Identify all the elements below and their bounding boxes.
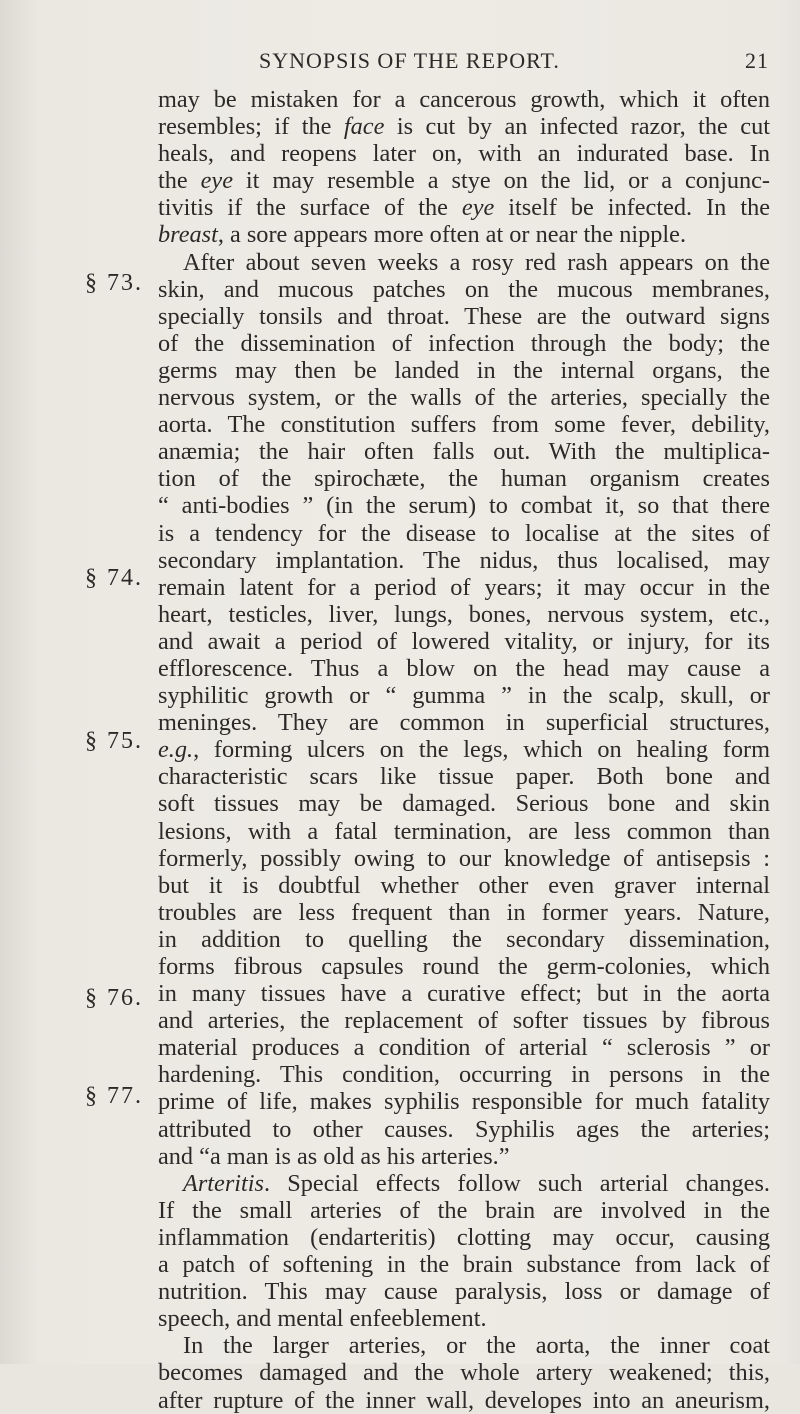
text-line: the eye it may resemble a stye on the lid, or a conjunc-: [158, 167, 770, 195]
text-line: forms fibrous capsules round the germ-colonies, which: [158, 953, 770, 980]
text-line: nervous system, or the walls of the arteries, specially the: [158, 384, 770, 412]
text-line: germs may then be landed in the internal organs, the: [158, 356, 770, 384]
section-markers: [0, 0, 143, 1364]
text-line: and await a period of lowered vitality, or injury, for its: [158, 627, 770, 655]
text-line: speech, and mental enfeeblement.: [158, 1305, 487, 1333]
body-text: [158, 86, 770, 1414]
text-line: and arteries, the replacement of softer tissues by fibrous: [158, 1007, 770, 1035]
text-line: but it is doubtful whether other even graver internal: [158, 871, 770, 899]
text-line: anæmia; the hair often falls out. With the multiplica-: [158, 438, 770, 466]
text-line: In the larger arteries, or the aorta, the inner coat: [183, 1332, 770, 1360]
text-line: and “a man is as old as his arteries.”: [158, 1142, 510, 1170]
text-line: aorta. The constitution suffers from some fever, debility,: [158, 411, 770, 439]
text-line: Arteritis. Special effects follow such arterial changes.: [183, 1169, 770, 1197]
text-line: after rupture of the inner wall, developes into an aneurism,: [158, 1386, 770, 1414]
section-marker-77: § 77.: [85, 1083, 143, 1109]
text-line: becomes damaged and the whole artery weakened; this,: [158, 1359, 770, 1387]
text-line: breast, a sore appears more often at or near the nipple.: [158, 221, 687, 249]
text-line: a patch of softening in the brain substance from lack of: [158, 1251, 770, 1279]
section-marker-74: § 74.: [85, 565, 143, 591]
text-line: tion of the spirochæte, the human organism creates: [158, 465, 770, 493]
text-line: soft tissues may be damaged. Serious bone and skin: [158, 790, 770, 818]
text-line: “ anti-bodies ” (in the serum) to combat it, so that there: [158, 492, 770, 520]
text-line: may be mistaken for a cancerous growth, which it often: [158, 86, 770, 113]
text-line: of the dissemination of infection through the body; the: [158, 329, 770, 357]
text-line: lesions, with a fatal termination, are less common than: [158, 817, 770, 845]
text-line: heals, and reopens later on, with an indurated base. In: [158, 140, 770, 168]
text-line: skin, and mucous patches on the mucous membranes,: [158, 275, 770, 303]
text-line: e.g., forming ulcers on the legs, which on healing form: [158, 736, 770, 764]
text-line: attributed to other causes. Syphilis ages the arteries;: [158, 1115, 770, 1143]
text-line: remain latent for a period of years; it may occur in the: [158, 573, 770, 601]
running-header: [259, 48, 769, 78]
text-line: material produces a condition of arterial “ sclerosis ” or: [158, 1034, 770, 1062]
text-line: formerly, possibly owing to our knowledge of antisepsis :: [158, 844, 770, 872]
text-line: If the small arteries of the brain are involved in the: [158, 1196, 770, 1224]
text-line: troubles are less frequent than in former years. Nature,: [158, 898, 770, 926]
page-number: 21: [745, 48, 769, 73]
text-line: resembles; if the face is cut by an infected razor, the cut: [158, 113, 770, 141]
section-marker-76: § 76.: [85, 985, 143, 1011]
text-line: hardening. This condition, occurring in persons in the: [158, 1061, 770, 1089]
text-line: secondary implantation. The nidus, thus localised, may: [158, 546, 770, 574]
text-line: in many tissues have a curative effect; but in the aorta: [158, 980, 770, 1008]
text-line: heart, testicles, liver, lungs, bones, nervous system, etc.,: [158, 600, 770, 628]
section-marker-75: § 75.: [85, 728, 143, 754]
text-line: specially tonsils and throat. These are the outward signs: [158, 302, 770, 330]
text-line: meninges. They are common in superficial structures,: [158, 709, 770, 737]
text-line: After about seven weeks a rosy red rash appears on the: [183, 248, 770, 276]
text-line: nutrition. This may cause paralysis, loss or damage of: [158, 1278, 770, 1306]
text-line: characteristic scars like tissue paper. Both bone and: [158, 763, 770, 791]
text-line: is a tendency for the disease to localise at the sites of: [158, 519, 770, 547]
section-marker-73: § 73.: [85, 270, 143, 296]
running-title: SYNOPSIS OF THE REPORT.: [259, 48, 560, 73]
text-line: inflammation (endarteritis) clotting may occur, causing: [158, 1223, 770, 1251]
text-line: tivitis if the surface of the eye itself be infected. In the: [158, 194, 771, 222]
text-line: prime of life, makes syphilis responsible for much fatality: [158, 1088, 770, 1116]
text-line: efflorescence. Thus a blow on the head may cause a: [158, 654, 770, 682]
text-line: in addition to quelling the secondary dissemination,: [158, 925, 770, 953]
text-line: syphilitic growth or “ gumma ” in the scalp, skull, or: [158, 682, 770, 710]
